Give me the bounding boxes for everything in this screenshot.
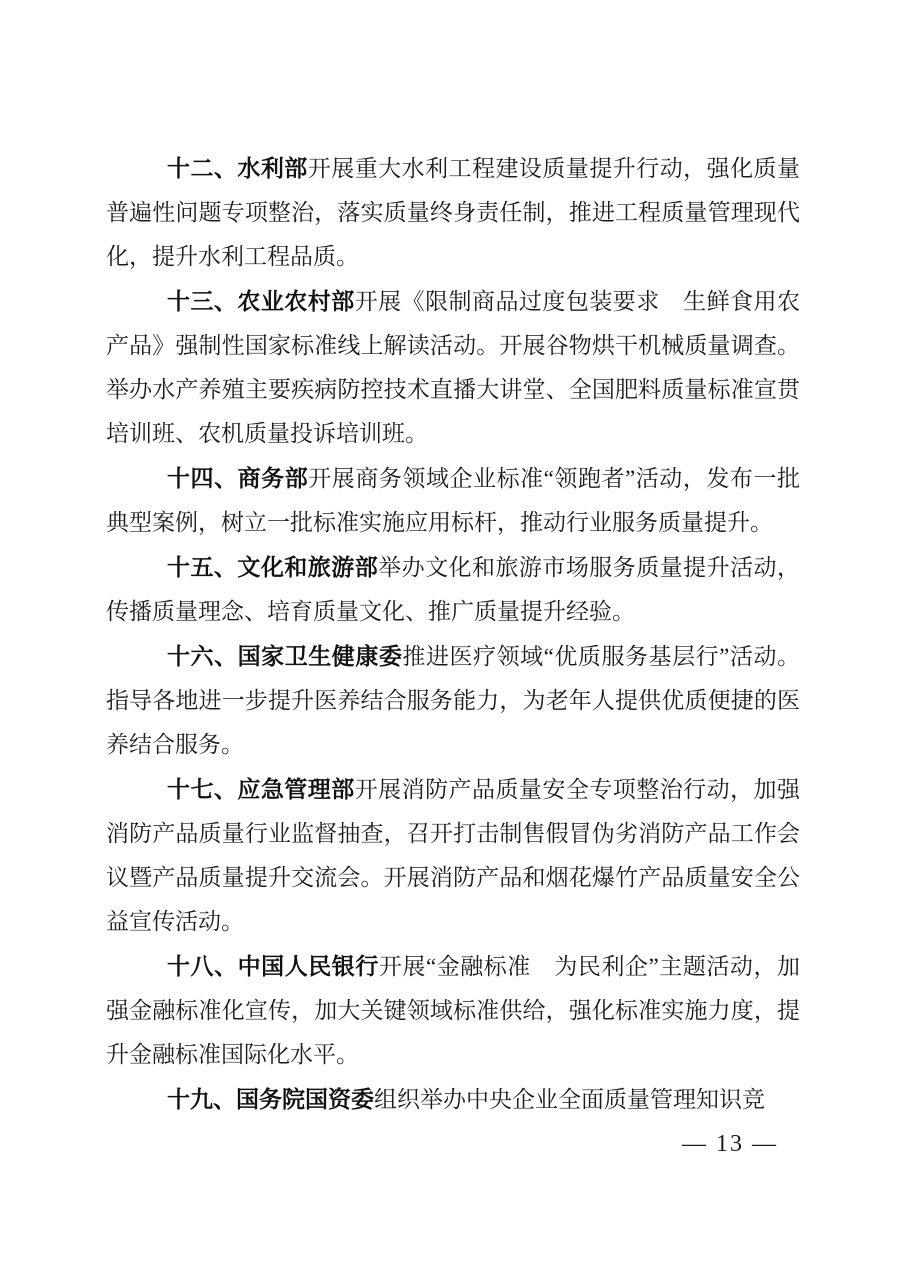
paragraph-12-body: 开展重大水利工程建设质量提升行动，强化质量普遍性问题专项整治，落实质量终身责任制，推进工程质量管理现代化，提升水利工程品质。 <box>106 156 801 269</box>
paragraph-19-body: 组织举办中央企业全面质量管理知识竞 <box>374 1087 765 1112</box>
paragraph-15-body: 举办文化和旅游市场服务质量提升活动，传播质量理念、培育质量文化、推广质量提升经验。 <box>106 555 801 624</box>
paragraph-12 <box>106 146 800 279</box>
paragraph-19-lead: 十九、国务院国资委 <box>167 1086 374 1112</box>
paragraph-14-lead: 十四、商务部 <box>167 465 309 491</box>
paragraph-15-lead: 十五、文化和旅游部 <box>167 554 379 580</box>
paragraph-15 <box>106 545 800 634</box>
paragraph-17-lead: 十七、应急管理部 <box>167 776 355 802</box>
paragraph-16 <box>106 634 800 767</box>
page-number: — 13 — <box>682 1131 778 1157</box>
paragraph-17-body: 开展消防产品质量安全专项整治行动，加强消防产品质量行业监督抽查，召开打击制售假冒伪劣消防产品工作会议暨产品质量提升交流会。开展消防产品和烟花爆竹产品质量安全公益宣传活动。 <box>106 777 801 934</box>
paragraph-16-body: 推进医疗领域“优质服务基层行”活动。指导各地进一步提升医养结合服务能力，为老年人提供优质便捷的医养结合服务。 <box>106 644 801 757</box>
paragraph-18 <box>106 944 800 1077</box>
paragraph-16-lead: 十六、国家卫生健康委 <box>167 643 403 669</box>
paragraph-19 <box>106 1077 800 1122</box>
document-body <box>106 146 800 1122</box>
paragraph-13 <box>106 279 800 456</box>
paragraph-12-lead: 十二、水利部 <box>167 155 308 181</box>
paragraph-17 <box>106 767 800 944</box>
paragraph-13-lead: 十三、农业农村部 <box>167 288 355 314</box>
paragraph-13-body: 开展《限制商品过度包装要求 生鲜食用农产品》强制性国家标准线上解读活动。开展谷物烘干机械质量调查。举办水产养殖主要疾病防控技术直播大讲堂、全国肥料质量标准宣贯培训班、农机质量投诉培训班。 <box>106 289 801 446</box>
paragraph-18-body: 开展“金融标准 为民利企”主题活动，加强金融标准化宣传，加大关键领域标准供给，强化标准实施力度，提升金融标准国际化水平。 <box>106 954 800 1067</box>
paragraph-18-lead: 十八、中国人民银行 <box>167 953 379 979</box>
paragraph-14-body: 开展商务领域企业标准“领跑者”活动，发布一批典型案例，树立一批标准实施应用标杆，推动行业服务质量提升。 <box>106 466 801 535</box>
paragraph-14 <box>106 456 800 545</box>
